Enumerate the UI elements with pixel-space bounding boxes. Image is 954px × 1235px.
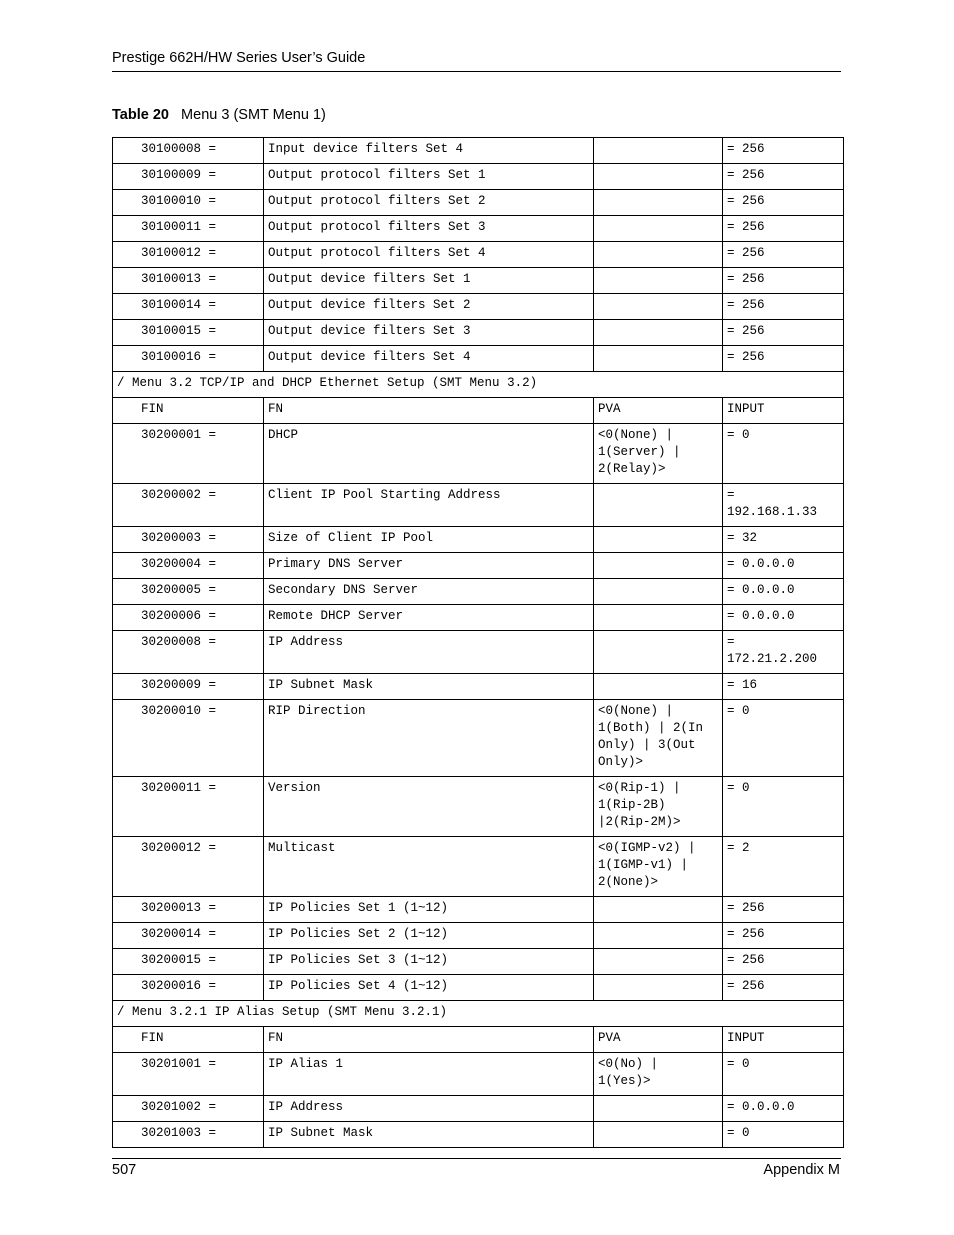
pva-cell (594, 674, 723, 700)
table-row (113, 837, 844, 897)
table-row (113, 631, 844, 674)
fn-cell: Multicast (264, 837, 594, 897)
pva-cell (594, 579, 723, 605)
pva-cell: PVA (594, 398, 723, 424)
table-row (113, 777, 844, 837)
fin-cell: 30100008 = (113, 138, 264, 164)
pva-cell (594, 631, 723, 674)
table-row (113, 242, 844, 268)
pva-cell: <0(None) | 1(Both) | 2(In Only) | 3(Out Only)> (594, 700, 723, 777)
fn-cell: Remote DHCP Server (264, 605, 594, 631)
parameter-table (112, 137, 844, 1148)
fn-cell: FN (264, 398, 594, 424)
input-cell: = 256 (723, 190, 844, 216)
input-cell: = 0 (723, 424, 844, 484)
table-row (113, 268, 844, 294)
fin-cell: 30200014 = (113, 923, 264, 949)
pva-cell (594, 949, 723, 975)
fin-cell: 30100015 = (113, 320, 264, 346)
fn-cell: Output protocol filters Set 3 (264, 216, 594, 242)
pva-cell (594, 164, 723, 190)
pva-cell (594, 605, 723, 631)
fn-cell: IP Subnet Mask (264, 1122, 594, 1148)
fin-cell: 30200009 = (113, 674, 264, 700)
table-row (113, 216, 844, 242)
input-cell: = 0.0.0.0 (723, 605, 844, 631)
table-row (113, 320, 844, 346)
fn-cell: IP Alias 1 (264, 1053, 594, 1096)
input-cell: = 256 (723, 294, 844, 320)
fn-cell: Output device filters Set 2 (264, 294, 594, 320)
fin-cell: FIN (113, 398, 264, 424)
fn-cell: Primary DNS Server (264, 553, 594, 579)
table-row (113, 553, 844, 579)
table-caption-label: Table 20 (112, 107, 169, 123)
fn-cell: IP Address (264, 631, 594, 674)
pva-cell: <0(Rip-1) | 1(Rip-2B) |2(Rip-2M)> (594, 777, 723, 837)
table-row (113, 605, 844, 631)
fin-cell: 30200015 = (113, 949, 264, 975)
fn-cell: IP Policies Set 3 (1~12) (264, 949, 594, 975)
pva-cell (594, 1122, 723, 1148)
table-row (113, 579, 844, 605)
pva-cell (594, 975, 723, 1001)
table-row (113, 897, 844, 923)
input-cell: = 0.0.0.0 (723, 553, 844, 579)
input-cell: = 172.21.2.200 (723, 631, 844, 674)
table-row (113, 190, 844, 216)
table-row (113, 346, 844, 372)
input-cell: = 0 (723, 700, 844, 777)
header-rule (112, 71, 841, 72)
header-title: Prestige 662H/HW Series User’s Guide (112, 50, 366, 66)
table-row (113, 484, 844, 527)
fin-cell: FIN (113, 1027, 264, 1053)
pva-cell (594, 190, 723, 216)
table-row (113, 1096, 844, 1122)
fn-cell: IP Policies Set 4 (1~12) (264, 975, 594, 1001)
fin-cell: 30200005 = (113, 579, 264, 605)
pva-cell (594, 346, 723, 372)
table-caption-text: Menu 3 (SMT Menu 1) (181, 107, 326, 123)
fn-cell: Size of Client IP Pool (264, 527, 594, 553)
input-cell: = 256 (723, 897, 844, 923)
fn-cell: Client IP Pool Starting Address (264, 484, 594, 527)
input-cell: = 2 (723, 837, 844, 897)
table-row (113, 923, 844, 949)
table-row (113, 138, 844, 164)
table-row (113, 1122, 844, 1148)
input-cell: = 256 (723, 320, 844, 346)
footer-section: Appendix M (763, 1162, 840, 1178)
fn-cell: Output protocol filters Set 1 (264, 164, 594, 190)
fin-cell: 30200011 = (113, 777, 264, 837)
pva-cell (594, 216, 723, 242)
fin-cell: 30201002 = (113, 1096, 264, 1122)
fin-cell: 30100011 = (113, 216, 264, 242)
pva-cell (594, 320, 723, 346)
table-row (113, 949, 844, 975)
fin-cell: 30201003 = (113, 1122, 264, 1148)
input-cell: = 0.0.0.0 (723, 1096, 844, 1122)
parameter-table-body (113, 138, 844, 1148)
input-cell: = 0 (723, 777, 844, 837)
fin-cell: 30100010 = (113, 190, 264, 216)
section-row (113, 1001, 844, 1027)
input-cell: = 192.168.1.33 (723, 484, 844, 527)
fin-cell: 30200010 = (113, 700, 264, 777)
fin-cell: 30200006 = (113, 605, 264, 631)
fin-cell: 30100013 = (113, 268, 264, 294)
fn-cell: DHCP (264, 424, 594, 484)
fn-cell: IP Address (264, 1096, 594, 1122)
fin-cell: 30200002 = (113, 484, 264, 527)
input-cell: = 0 (723, 1053, 844, 1096)
pva-cell (594, 138, 723, 164)
table-row (113, 975, 844, 1001)
pva-cell (594, 897, 723, 923)
input-cell: = 256 (723, 923, 844, 949)
fn-cell: Output protocol filters Set 2 (264, 190, 594, 216)
pva-cell: <0(IGMP-v2) | 1(IGMP-v1) | 2(None)> (594, 837, 723, 897)
table-row (113, 398, 844, 424)
fin-cell: 30100014 = (113, 294, 264, 320)
pva-cell: <0(No) | 1(Yes)> (594, 1053, 723, 1096)
fin-cell: 30100012 = (113, 242, 264, 268)
table-row (113, 700, 844, 777)
table-row (113, 1027, 844, 1053)
input-cell: = 256 (723, 346, 844, 372)
fin-cell: 30200013 = (113, 897, 264, 923)
fn-cell: Output device filters Set 3 (264, 320, 594, 346)
pva-cell (594, 242, 723, 268)
fn-cell: IP Policies Set 2 (1~12) (264, 923, 594, 949)
pva-cell (594, 923, 723, 949)
table-row (113, 294, 844, 320)
fin-cell: 30200004 = (113, 553, 264, 579)
table-row (113, 1053, 844, 1096)
pva-cell (594, 1096, 723, 1122)
input-cell: = 32 (723, 527, 844, 553)
table-row (113, 164, 844, 190)
pva-cell (594, 527, 723, 553)
input-cell: INPUT (723, 1027, 844, 1053)
fin-cell: 30201001 = (113, 1053, 264, 1096)
fn-cell: Secondary DNS Server (264, 579, 594, 605)
input-cell: = 0.0.0.0 (723, 579, 844, 605)
fin-cell: 30100016 = (113, 346, 264, 372)
fn-cell: Output device filters Set 1 (264, 268, 594, 294)
page-number: 507 (112, 1162, 137, 1178)
table-row (113, 674, 844, 700)
fin-cell: 30200008 = (113, 631, 264, 674)
input-cell: = 256 (723, 164, 844, 190)
fin-cell: 30200003 = (113, 527, 264, 553)
input-cell: = 256 (723, 975, 844, 1001)
fn-cell: RIP Direction (264, 700, 594, 777)
pva-cell: PVA (594, 1027, 723, 1053)
pva-cell (594, 294, 723, 320)
input-cell: = 16 (723, 674, 844, 700)
fn-cell: Output protocol filters Set 4 (264, 242, 594, 268)
fn-cell: Input device filters Set 4 (264, 138, 594, 164)
input-cell: INPUT (723, 398, 844, 424)
section-title: / Menu 3.2 TCP/IP and DHCP Ethernet Setup (SMT Menu 3.2) (113, 372, 844, 398)
fn-cell: FN (264, 1027, 594, 1053)
pva-cell (594, 553, 723, 579)
fn-cell: IP Policies Set 1 (1~12) (264, 897, 594, 923)
pva-cell: <0(None) | 1(Server) | 2(Relay)> (594, 424, 723, 484)
section-row (113, 372, 844, 398)
input-cell: = 256 (723, 949, 844, 975)
table-row (113, 527, 844, 553)
pva-cell (594, 268, 723, 294)
footer-rule (112, 1158, 841, 1159)
fin-cell: 30100009 = (113, 164, 264, 190)
input-cell: = 0 (723, 1122, 844, 1148)
fin-cell: 30200016 = (113, 975, 264, 1001)
section-title: / Menu 3.2.1 IP Alias Setup (SMT Menu 3.2.1) (113, 1001, 844, 1027)
table-caption (112, 107, 326, 123)
fn-cell: Output device filters Set 4 (264, 346, 594, 372)
input-cell: = 256 (723, 242, 844, 268)
input-cell: = 256 (723, 216, 844, 242)
fin-cell: 30200001 = (113, 424, 264, 484)
fn-cell: Version (264, 777, 594, 837)
fn-cell: IP Subnet Mask (264, 674, 594, 700)
pva-cell (594, 484, 723, 527)
table-row (113, 424, 844, 484)
input-cell: = 256 (723, 268, 844, 294)
input-cell: = 256 (723, 138, 844, 164)
fin-cell: 30200012 = (113, 837, 264, 897)
